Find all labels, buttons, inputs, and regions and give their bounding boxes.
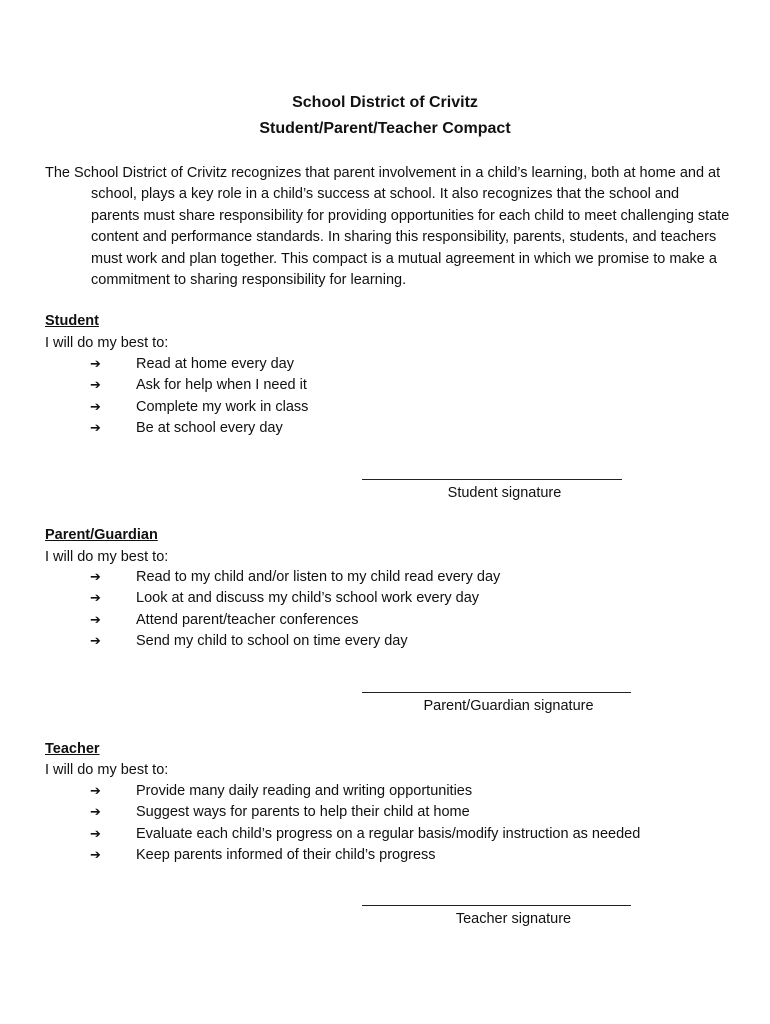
intro-paragraph: The School District of Crivitz recognizes that parent involvement in a child’s learning, both at home and at school, plays a key role in a child’s success at school. It also recognizes that the school and parents must share responsibility for providing opportunities for each child to meet challenging state content and performance standards. In sharing this responsibility, parents, students, and teachers must work and plan together. This compact is a mutual agreement in which we promise to make a commitment to sharing responsibility for learning. — [45, 165, 730, 289]
arrow-icon: ➔ — [90, 570, 101, 585]
list-item-text: Evaluate each child’s progress on a regular basis/modify instruction as needed — [136, 825, 641, 842]
arrow-icon: ➔ — [90, 421, 101, 437]
list-item-text: Keep parents informed of their child’s progress — [136, 847, 436, 864]
teacher-signature-label: Teacher signature — [455, 911, 572, 927]
list-item-text: Ask for help when I need it — [136, 377, 307, 394]
list-item-text: Suggest ways for parents to help their child at home — [136, 804, 470, 821]
teacher-signature-line — [362, 905, 631, 906]
list-item — [90, 418, 308, 439]
list-item — [90, 845, 640, 866]
district-title: School District of Crivitz — [292, 94, 478, 111]
arrow-icon: ➔ — [90, 826, 101, 842]
parent-heading: Parent/Guardian — [45, 527, 158, 543]
list-item — [90, 567, 500, 588]
arrow-icon: ➔ — [90, 784, 101, 799]
list-item-text: Attend parent/teacher conferences — [136, 611, 359, 628]
arrow-icon: ➔ — [90, 634, 101, 650]
list-item-text: Complete my work in class — [136, 398, 309, 415]
student-heading: Student — [45, 313, 99, 329]
teacher-list — [90, 781, 640, 867]
arrow-icon: ➔ — [90, 399, 101, 415]
arrow-icon: ➔ — [90, 357, 101, 372]
list-item-text: Provide many daily reading and writing opportunities — [136, 783, 473, 799]
list-item — [90, 631, 500, 652]
parent-signature-label: Parent/Guardian signature — [423, 698, 594, 714]
arrow-icon: ➔ — [90, 591, 101, 607]
list-item-text: Read at home every day — [136, 356, 294, 372]
arrow-icon: ➔ — [90, 805, 101, 821]
list-item-text: Look at and discuss my child’s school work every day — [136, 590, 480, 607]
teacher-heading: Teacher — [45, 741, 100, 757]
arrow-icon: ➔ — [90, 848, 101, 864]
list-item — [90, 802, 640, 823]
student-signature-line — [362, 479, 622, 480]
list-item — [90, 610, 500, 631]
arrow-icon: ➔ — [90, 612, 101, 628]
compact-title: Student/Parent/Teacher Compact — [259, 120, 511, 137]
list-item — [90, 588, 500, 609]
parent-lead: I will do my best to: — [45, 549, 169, 565]
list-item — [90, 375, 308, 396]
arrow-icon: ➔ — [90, 378, 101, 394]
list-item-text: Read to my child and/or listen to my child read every day — [136, 569, 501, 585]
teacher-lead: I will do my best to: — [45, 762, 169, 778]
student-lead: I will do my best to: — [45, 335, 169, 351]
list-item — [90, 824, 640, 845]
parent-signature-line — [362, 692, 631, 693]
student-signature-label: Student signature — [447, 485, 562, 501]
list-item-text: Send my child to school on time every day — [136, 633, 408, 650]
list-item — [90, 354, 308, 375]
list-item — [90, 781, 640, 802]
list-item — [90, 397, 308, 418]
parent-list — [90, 567, 500, 653]
list-item-text: Be at school every day — [136, 420, 283, 437]
student-list — [90, 354, 308, 440]
